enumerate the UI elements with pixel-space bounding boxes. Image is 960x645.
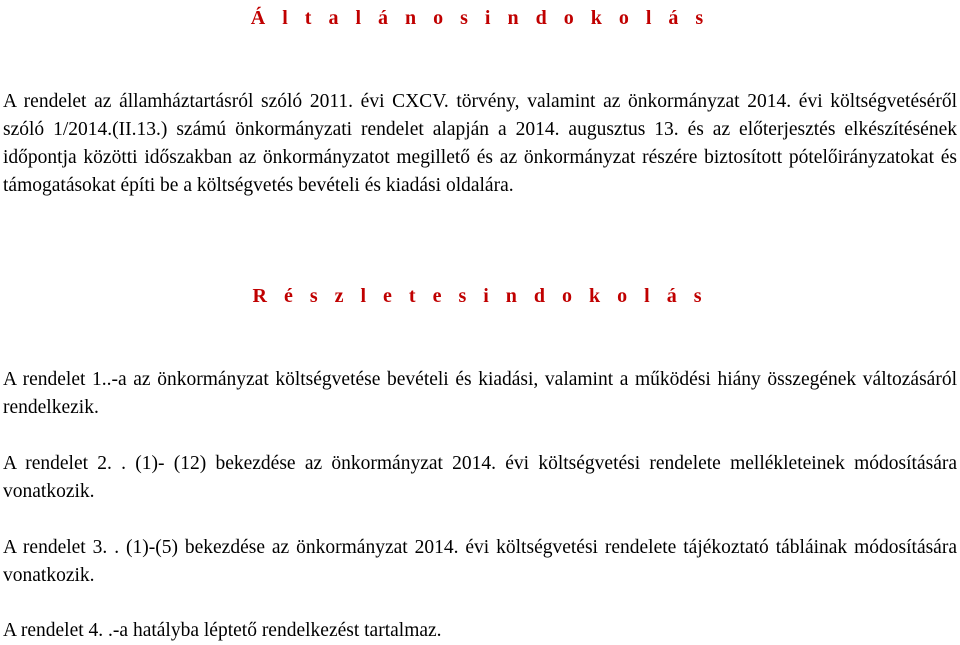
general-justification-paragraph: A rendelet az államháztartásról szóló 2011. évi CXCV. törvény, valamint az önkormányzat 2014. évi költségvetéséről szóló 1/2014.(II.13.) számú önkormányzati rendelet alapján a 2014. augusztus 13. és az előterjesztés elkészítésének időpontja közötti időszakban az önkormányzatot megillető és az önkormányzat részére biztosított pótelőirányzatokat és támogatásokat építi be a költségvetés bevételi és kiadási oldalára. xyxy=(3,91,957,196)
detailed-justification-heading: R é s z l e t e s i n d o k o l á s xyxy=(252,285,708,307)
general-justification-heading: Á l t a l á n o s i n d o k o l á s xyxy=(250,7,710,29)
section-4-paragraph: A rendelet 4. .-a hatályba léptető rendelkezést tartalmaz. xyxy=(3,620,442,641)
section-3-paragraph: A rendelet 3. . (1)-(5) bekezdése az önkormányzat 2014. évi költségvetési rendelete tájékoztató tábláinak módosítására vonatkozik. xyxy=(3,537,957,586)
section-2-paragraph: A rendelet 2. . (1)- (12) bekezdése az önkormányzat 2014. évi költségvetési rendelete mellékleteinek módosítására vonatkozik. xyxy=(3,453,957,502)
section-1-paragraph: A rendelet 1..-a az önkormányzat költségvetése bevételi és kiadási, valamint a működési hiány összegének változásáról rendelkezik. xyxy=(3,369,957,418)
